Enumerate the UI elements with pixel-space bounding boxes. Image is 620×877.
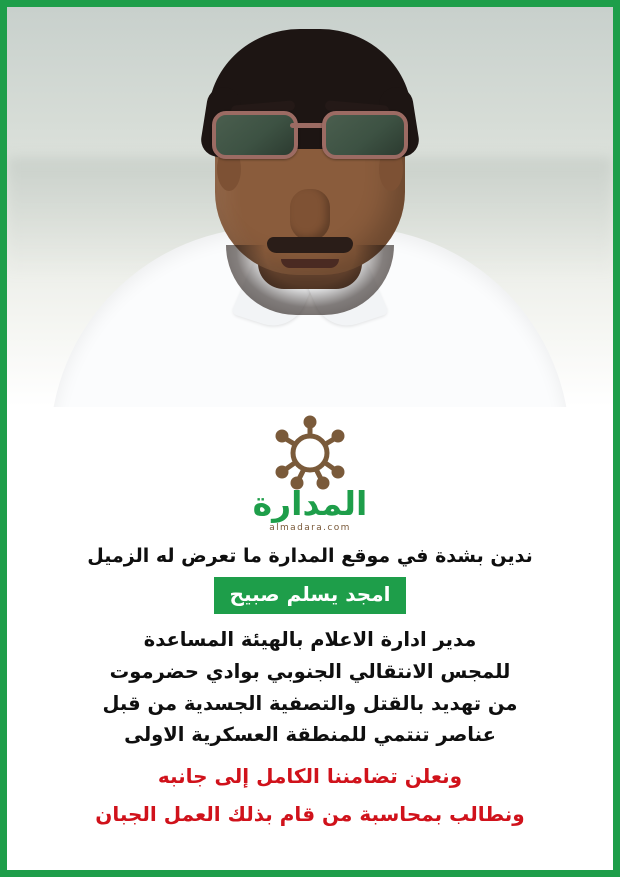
- sunglasses-icon: [212, 111, 408, 153]
- sunglasses-lens-right: [322, 111, 408, 159]
- statement-line-detail2: عناصر تنتمي للمنطقة العسكرية الاولى: [124, 723, 496, 747]
- statement-line-detail1: من تهديد بالقتل والتصفية الجسدية من قبل: [102, 691, 518, 715]
- portrait-photo: [7, 7, 613, 407]
- molecule-logo-icon: [262, 413, 358, 491]
- statement-line-role2: للمجس الانتقالي الجنوبي بوادي حضرموت: [109, 659, 511, 683]
- statement-line-stand1: ونعلن تضامننا الكامل إلى جانبه: [157, 763, 463, 788]
- brand-name-latin: almadara.com: [269, 522, 351, 533]
- mustache: [267, 237, 353, 253]
- status-badge: امجد يسلم صبيح: [214, 577, 407, 614]
- statement-text: [7, 533, 613, 831]
- statement-line-role1: مدير ادارة الاعلام بالهيئة المساعدة: [143, 628, 477, 652]
- statement-line-lead: ندين بشدة في موقع المدارة ما تعرض له الزميل: [87, 544, 533, 567]
- nose: [290, 189, 330, 241]
- sunglasses-lens-left: [212, 111, 298, 159]
- brand-name-arabic: المدارة: [252, 484, 368, 523]
- statement-line-stand2: ونطالب بمحاسبة من قام بذلك العمل الجبان: [95, 802, 525, 827]
- brand-logo: [7, 413, 613, 533]
- mouth: [281, 259, 339, 268]
- name-row: [23, 577, 597, 614]
